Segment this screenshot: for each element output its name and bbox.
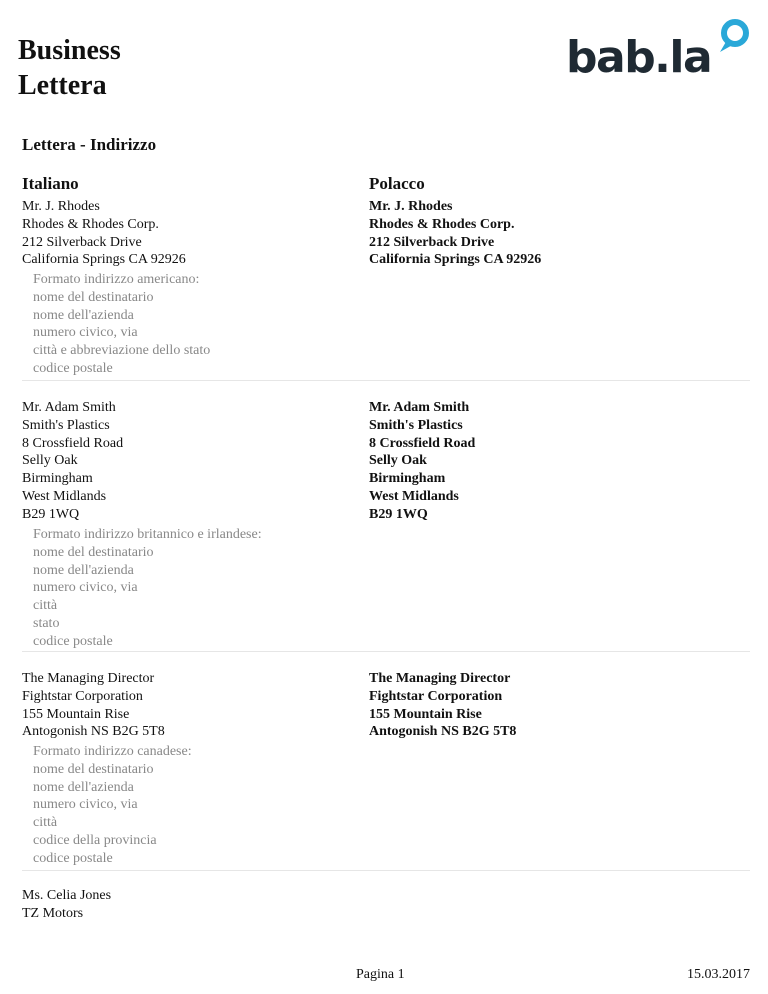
source-line: The Managing Director: [22, 671, 155, 686]
babla-logo-image: [566, 14, 756, 78]
target-line: 212 Silverback Drive: [369, 234, 495, 250]
source-line: 212 Silverback Drive: [22, 234, 142, 250]
target-line: Rhodes & Rhodes Corp.: [369, 216, 515, 232]
column-header-target: Polacco: [369, 174, 425, 193]
target-phrase: [369, 399, 475, 524]
target-line: Smith's Plastics: [369, 417, 463, 433]
note-line: Formato indirizzo canadese:: [33, 744, 192, 759]
note-line: stato: [33, 615, 60, 631]
note-line: nome del destinatario: [33, 761, 154, 777]
note-line: nome dell'azienda: [33, 307, 134, 323]
note-line: nome del destinatario: [33, 544, 154, 560]
phrase-entry: [0, 399, 768, 653]
usage-note: [33, 271, 210, 378]
document-title: [18, 33, 121, 103]
note-line: codice della provincia: [33, 832, 157, 848]
target-phrase: [369, 198, 541, 269]
page-number: Pagina 1: [356, 967, 405, 982]
source-line: Ms. Celia Jones: [22, 888, 112, 903]
source-line: B29 1WQ: [22, 506, 80, 522]
document-date: 15.03.2017: [687, 967, 750, 982]
source-line: Mr. Adam Smith: [22, 400, 116, 415]
target-line: B29 1WQ: [369, 506, 428, 522]
usage-note: [33, 526, 262, 651]
source-line: Smith's Plastics: [22, 417, 110, 433]
target-line: Mr. Adam Smith: [369, 400, 470, 415]
source-line: Fightstar Corporation: [22, 688, 143, 704]
note-line: numero civico, via: [33, 325, 138, 341]
note-line: nome del destinatario: [33, 289, 154, 305]
target-line: The Managing Director: [369, 671, 511, 686]
target-line: West Midlands: [369, 488, 459, 504]
note-line: nome dell'azienda: [33, 779, 134, 795]
source-line: TZ Motors: [22, 905, 84, 921]
note-line: codice postale: [33, 360, 113, 376]
note-line: Formato indirizzo britannico e irlandese:: [33, 527, 262, 542]
target-line: Birmingham: [369, 471, 446, 487]
note-line: codice postale: [33, 850, 113, 866]
babla-logo[interactable]: [566, 14, 756, 83]
note-line: numero civico, via: [33, 797, 138, 813]
note-line: numero civico, via: [33, 580, 138, 596]
source-line: Rhodes & Rhodes Corp.: [22, 216, 159, 232]
target-line: Fightstar Corporation: [369, 688, 503, 704]
source-phrase: [22, 670, 165, 741]
source-phrase: [22, 887, 111, 923]
note-line: nome dell'azienda: [33, 562, 134, 578]
title-line-2: Lettera: [18, 70, 107, 101]
entry-divider: [22, 380, 750, 381]
section-title: Lettera - Indirizzo: [22, 135, 157, 154]
target-line: Mr. J. Rhodes: [369, 199, 453, 214]
phrase-entry: [0, 670, 768, 872]
source-phrase: [22, 198, 186, 269]
target-line: 8 Crossfield Road: [369, 435, 476, 451]
svg-text:bab.la: bab.la: [566, 32, 712, 78]
source-line: California Springs CA 92926: [22, 252, 186, 268]
target-line: 155 Mountain Rise: [369, 706, 482, 722]
source-line: 8 Crossfield Road: [22, 435, 124, 451]
source-line: Birmingham: [22, 471, 93, 487]
note-line: città e abbreviazione dello stato: [33, 343, 211, 359]
source-line: Antogonish NS B2G 5T8: [22, 724, 165, 740]
note-line: codice postale: [33, 633, 113, 649]
target-phrase: [369, 670, 516, 741]
target-line: California Springs CA 92926: [369, 252, 542, 268]
entry-divider: [22, 651, 750, 652]
phrase-entry: [0, 198, 768, 382]
target-line: Selly Oak: [369, 453, 427, 469]
note-line: città: [33, 598, 58, 614]
source-line: Mr. J. Rhodes: [22, 199, 100, 214]
source-phrase: [22, 399, 123, 524]
speech-bubble-icon: [720, 22, 746, 52]
phrase-entry: [0, 887, 768, 927]
usage-note: [33, 743, 192, 868]
entry-divider: [22, 870, 750, 871]
title-line-1: Business: [18, 35, 121, 66]
source-line: Selly Oak: [22, 453, 78, 469]
note-line: città: [33, 815, 58, 831]
note-line: Formato indirizzo americano:: [33, 272, 200, 287]
source-line: West Midlands: [22, 488, 107, 504]
source-line: 155 Mountain Rise: [22, 706, 130, 722]
target-line: Antogonish NS B2G 5T8: [369, 724, 517, 740]
column-header-source: Italiano: [22, 174, 79, 193]
